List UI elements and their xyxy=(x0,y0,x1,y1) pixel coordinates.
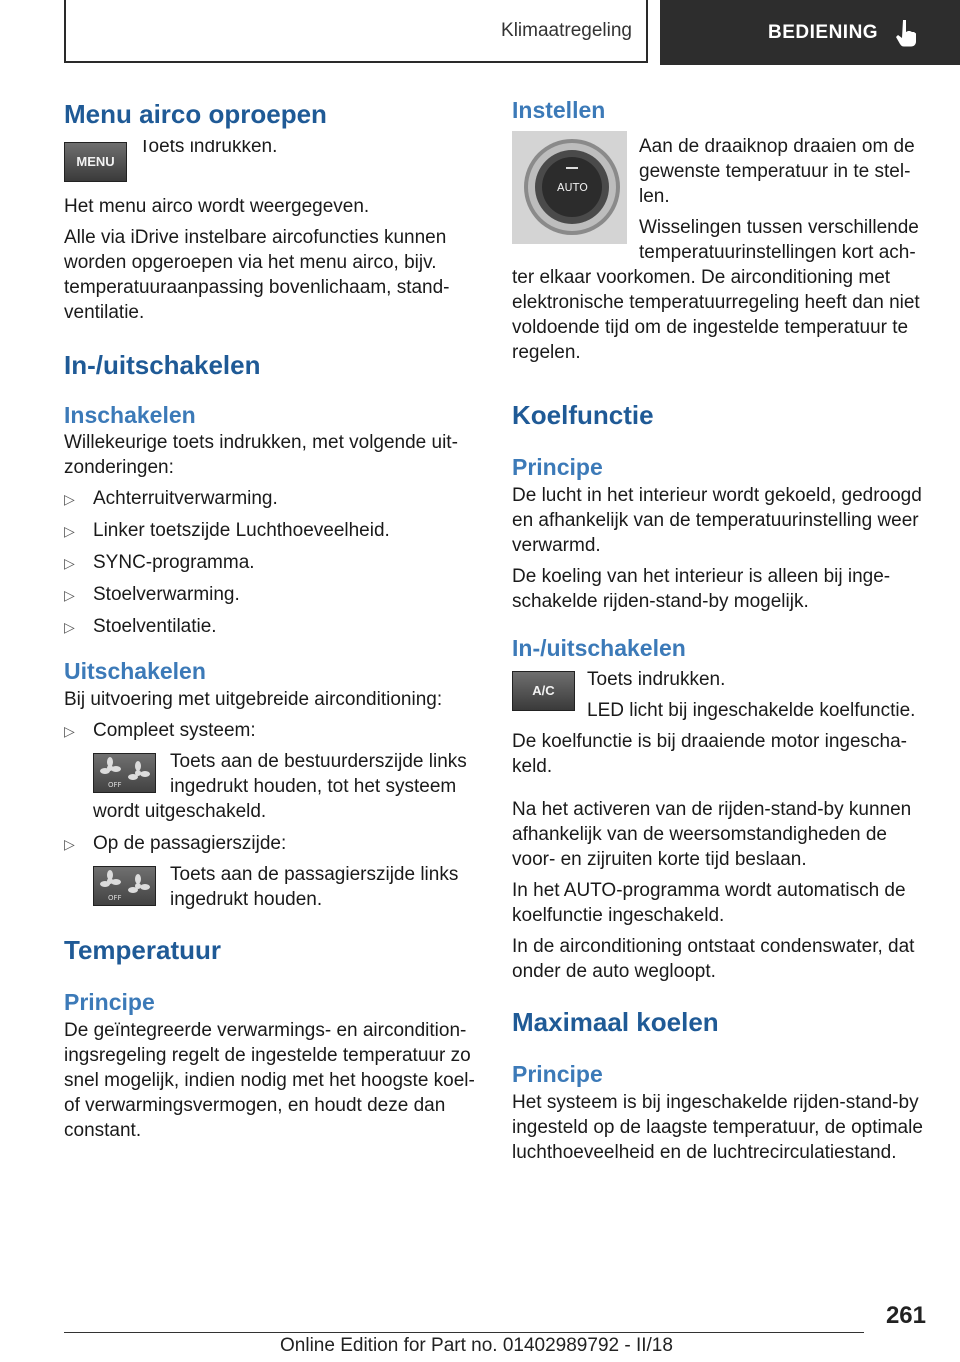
adjust-heading: Instellen xyxy=(512,97,606,123)
ac-step-1: Toets indrukken. xyxy=(587,669,726,691)
adjust-paragraph-1: Aan de draaiknop draaien om de gewenste temperatuur in te stel-len. xyxy=(639,135,915,207)
temperature-principle-heading: Principe xyxy=(64,989,155,1016)
list-item xyxy=(64,614,482,639)
menu-aircon-heading: Menu airco oproepen xyxy=(64,99,327,129)
footer-edition: Online Edition for Part no. 01402989792 - II/18 xyxy=(280,1335,673,1356)
knob-auto-label: AUTO xyxy=(557,180,588,194)
max-cooling-heading: Maximaal koelen xyxy=(512,1007,719,1038)
list-item xyxy=(64,486,482,511)
fan-off-button-image xyxy=(93,753,156,793)
ac-paragraph-4: In de airconditioning ontstaat condenswater, dat onder de auto wegloopt. xyxy=(512,936,915,983)
ac-button-image xyxy=(512,671,575,711)
triangle-right-icon: ▷ xyxy=(64,587,75,604)
triangle-right-icon: ▷ xyxy=(64,836,75,853)
ac-paragraph-2: Na het activeren van de rijden-stand-by kunnen afhankelijk van de weersomstandigheden de voor- en zijruiten korte tijd beslaan. xyxy=(512,799,912,871)
triangle-right-icon: ▷ xyxy=(64,619,75,636)
list-item xyxy=(64,550,482,575)
header-section xyxy=(64,0,648,63)
max-cooling-principle-heading: Principe xyxy=(512,1061,603,1088)
list-item-text: Stoelverwarming. xyxy=(93,584,240,606)
adjust-block xyxy=(512,126,930,365)
temperature-heading: Temperatuur xyxy=(64,935,221,966)
menu-paragraph-1: Het menu airco wordt weergegeven. xyxy=(64,195,370,217)
ac-button-label: A/C xyxy=(532,683,555,699)
header-section-label: Klimaatregeling xyxy=(501,19,632,41)
list-item xyxy=(64,718,482,824)
ac-step xyxy=(512,667,930,723)
fan-off-button-image xyxy=(93,866,156,906)
list-item-text: Stoelventilatie. xyxy=(93,616,217,638)
triangle-right-icon: ▷ xyxy=(64,555,75,572)
list-item-text: Op de passagierszijde: xyxy=(93,833,287,855)
fan-off-icon xyxy=(94,867,155,905)
temperature-principle-paragraph: De geïntegreerde verwarmings- en aircondition-ingsregeling regelt de ingestelde temperatuur zo snel mogelijk, indien nodig met het hoogste koel- of verwarmingsvermogen, en houdt deze dan constant. xyxy=(64,1020,475,1142)
cooling-onoff-heading: In-/uitschakelen xyxy=(512,634,686,661)
max-cooling-paragraph: Het systeem is bij ingeschakelde rijden-stand-by ingesteld op de laagste temperatuur, de optimale luchthoeveelheid en de luchtrecirculatiestand. xyxy=(512,1092,923,1164)
menu-step-text: Toets indrukken. xyxy=(139,139,278,157)
switch-off-paragraph: Bij uitvoering met uitgebreide airconditioning: xyxy=(64,689,443,711)
switch-on-paragraph: Willekeurige toets indrukken, met volgende uit-zonderingen: xyxy=(64,432,458,479)
driver-off-step xyxy=(93,749,482,824)
temperature-knob-image xyxy=(512,131,627,244)
passenger-off-step xyxy=(93,862,482,912)
menu-button-label: MENU xyxy=(76,153,115,169)
switch-on-heading: Inschakelen xyxy=(64,401,196,428)
ac-paragraph-3: In het AUTO-programma wordt automatisch de koelfunctie ingeschakeld. xyxy=(512,880,906,927)
adjust-paragraph-2: Wisselingen tussen verschillende temperatuurinstellingen kort ach-ter elkaar voorkomen. De airconditioning met elektronische temperatuurregeling heeft dan niet voldoende tijd om de ingestelde temperatuur te regelen. xyxy=(512,216,920,363)
triangle-right-icon: ▷ xyxy=(64,723,75,740)
list-item-text: SYNC-programma. xyxy=(93,552,255,574)
list-item-text: Linker toetszijde Luchthoeveelheid. xyxy=(93,520,390,542)
header-chapter-label: BEDIENING xyxy=(768,21,879,43)
menu-step xyxy=(64,140,482,188)
switch-off-heading: Uitschakelen xyxy=(64,658,206,685)
hand-pointer-icon xyxy=(894,18,920,48)
footer-divider xyxy=(64,1332,864,1333)
list-item-text: Achterruitverwarming. xyxy=(93,488,278,510)
switch-off-list xyxy=(64,718,482,912)
driver-off-text: Toets aan de bestuurderszijde links ingedrukt houden, tot het systeem wordt uitgeschakeld. xyxy=(93,751,467,823)
right-column xyxy=(512,96,930,1165)
ac-paragraph-1: De koelfunctie is bij draaiende motor ingescha-keld. xyxy=(512,731,907,778)
ac-step-2: LED licht bij ingeschakelde koelfunctie. xyxy=(587,700,916,722)
menu-button-image xyxy=(64,142,127,182)
switch-on-list xyxy=(64,486,482,639)
page-number: 261 xyxy=(885,1302,926,1329)
menu-paragraph-2: Alle via iDrive instelbare aircofuncties kunnen worden opgeroepen via het menu airco, bijv. temperatuuraanpassing bovenlichaam, stand-ventilatie. xyxy=(64,226,450,323)
cooling-principle-heading: Principe xyxy=(512,453,603,480)
list-item-text: Compleet systeem: xyxy=(93,720,256,742)
header-chapter xyxy=(660,0,960,65)
fan-off-icon xyxy=(94,754,155,792)
passenger-off-text: Toets aan de passagierszijde links ingedrukt houden. xyxy=(170,864,459,911)
svg-text:OFF: OFF xyxy=(108,781,122,790)
left-column xyxy=(64,98,482,1143)
list-item xyxy=(64,518,482,543)
rotary-knob-icon xyxy=(512,131,627,244)
svg-text:OFF: OFF xyxy=(108,894,122,903)
list-item xyxy=(64,582,482,607)
cooling-heading: Koelfunctie xyxy=(512,399,654,430)
triangle-right-icon: ▷ xyxy=(64,491,75,508)
cooling-paragraph-1: De lucht in het interieur wordt gekoeld, gedroogd en afhankelijk van de temperatuurinstelling weer verwarmd. xyxy=(512,484,922,556)
onoff-heading: In-/uitschakelen xyxy=(64,349,261,380)
list-item xyxy=(64,831,482,912)
cooling-paragraph-2: De koeling van het interieur is alleen bij inge-schakelde rijden-stand-by mogelijk. xyxy=(512,565,891,612)
triangle-right-icon: ▷ xyxy=(64,523,75,540)
